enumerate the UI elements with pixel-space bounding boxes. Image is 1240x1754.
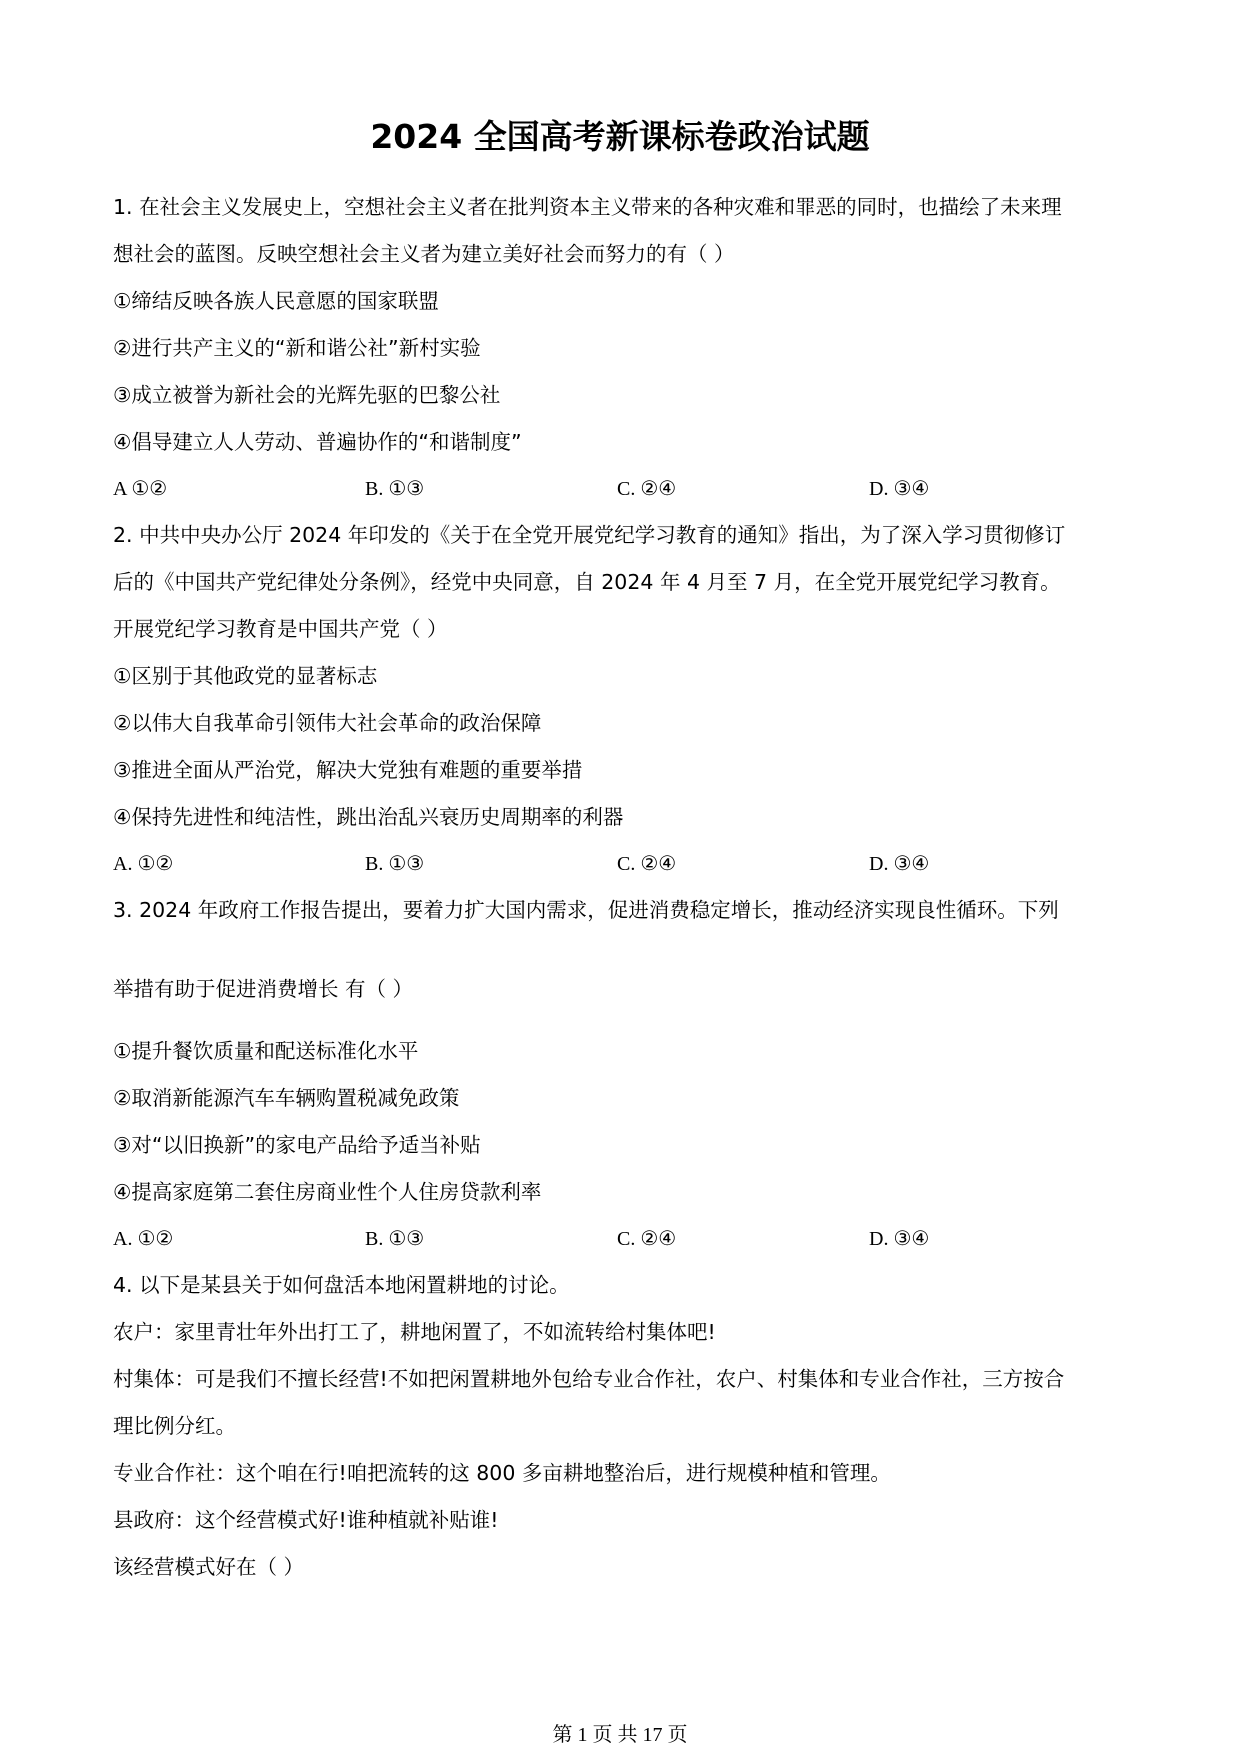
statement-1: ①缔结反映各族人民意愿的国家联盟 [113,289,439,313]
question-stem: 想社会的蓝图。反映空想社会主义者为建立美好社会而努力的有（ ） [113,242,735,266]
option-a: A. ①② [113,1228,174,1250]
statement-3: ③成立被誉为新社会的光辉先驱的巴黎公社 [113,383,501,407]
dialogue-village-collective: 村集体：可是我们不擅长经营!不如把闲置耕地外包给专业合作社，农户、村集体和专业合作社，三方按合 [113,1367,1065,1391]
question-stem: 后的《中国共产党纪律处分条例》，经党中央同意，自 2024 年 4 月至 7 月，在全党开展党纪学习教育。 [113,570,1061,594]
statement-2: ②取消新能源汽车车辆购置税减免政策 [113,1086,460,1110]
statement-2: ②以伟大自我革命引领伟大社会革命的政治保障 [113,711,542,735]
dialogue-county-government: 县政府：这个经营模式好!谁种植就补贴谁! [113,1508,499,1532]
question-stem: 开展党纪学习教育是中国共产党（ ） [113,617,448,641]
statement-3: ③推进全面从严治党，解决大党独有难题的重要举措 [113,758,583,782]
question-stem: 2. 中共中央办公厅 2024 年印发的《关于在全党开展党纪学习教育的通知》指出，为了深入学习贯彻修订 [113,523,1066,547]
statement-4: ④保持先进性和纯洁性，跳出治乱兴衰历史周期率的利器 [113,805,624,829]
option-d: D. ③④ [869,478,930,500]
statement-1: ①区别于其他政党的显著标志 [113,664,378,688]
dialogue-cooperative: 专业合作社：这个咱在行!咱把流转的这 800 多亩耕地整治后，进行规模种植和管理。 [113,1461,891,1485]
option-b: B. ①③ [365,1228,425,1250]
statement-4: ④倡导建立人人劳动、普遍协作的“和谐制度” [113,430,522,454]
option-d: D. ③④ [869,853,930,875]
statement-2: ②进行共产主义的“新和谐公社”新村实验 [113,336,481,360]
question-stem: 3. 2024 年政府工作报告提出，要着力扩大国内需求，促进消费稳定增长，推动经济实现良性循环。下列 [113,898,1059,922]
dialogue-farmer: 农户：家里青壮年外出打工了，耕地闲置了，不如流转给村集体吧! [113,1320,716,1344]
option-c: C. ②④ [617,1228,677,1250]
option-c: C. ②④ [617,478,677,500]
option-a: A ①② [113,478,168,500]
option-c: C. ②④ [617,853,677,875]
page-number-footer: 第 1 页 共 17 页 [552,1724,688,1746]
dialogue-village-collective-cont: 理比例分红。 [113,1414,236,1438]
statement-3: ③对“以旧换新”的家电产品给予适当补贴 [113,1133,481,1157]
question-stem: 4. 以下是某县关于如何盘活本地闲置耕地的讨论。 [113,1273,570,1297]
question-stem: 1. 在社会主义发展史上，空想社会主义者在批判资本主义带来的各种灾难和罪恶的同时，也描绘了未来理 [113,195,1062,219]
question-stem: 举措有助于促进消费增长 有（ ） [113,977,414,1001]
question-prompt: 该经营模式好在（ ） [113,1555,305,1579]
option-b: B. ①③ [365,478,425,500]
statement-4: ④提高家庭第二套住房商业性个人住房贷款利率 [113,1180,542,1204]
statement-1: ①提升餐饮质量和配送标准化水平 [113,1039,419,1063]
document-title: 2024 全国高考新课标卷政治试题 [370,117,870,156]
option-b: B. ①③ [365,853,425,875]
option-d: D. ③④ [869,1228,930,1250]
option-a: A. ①② [113,853,174,875]
